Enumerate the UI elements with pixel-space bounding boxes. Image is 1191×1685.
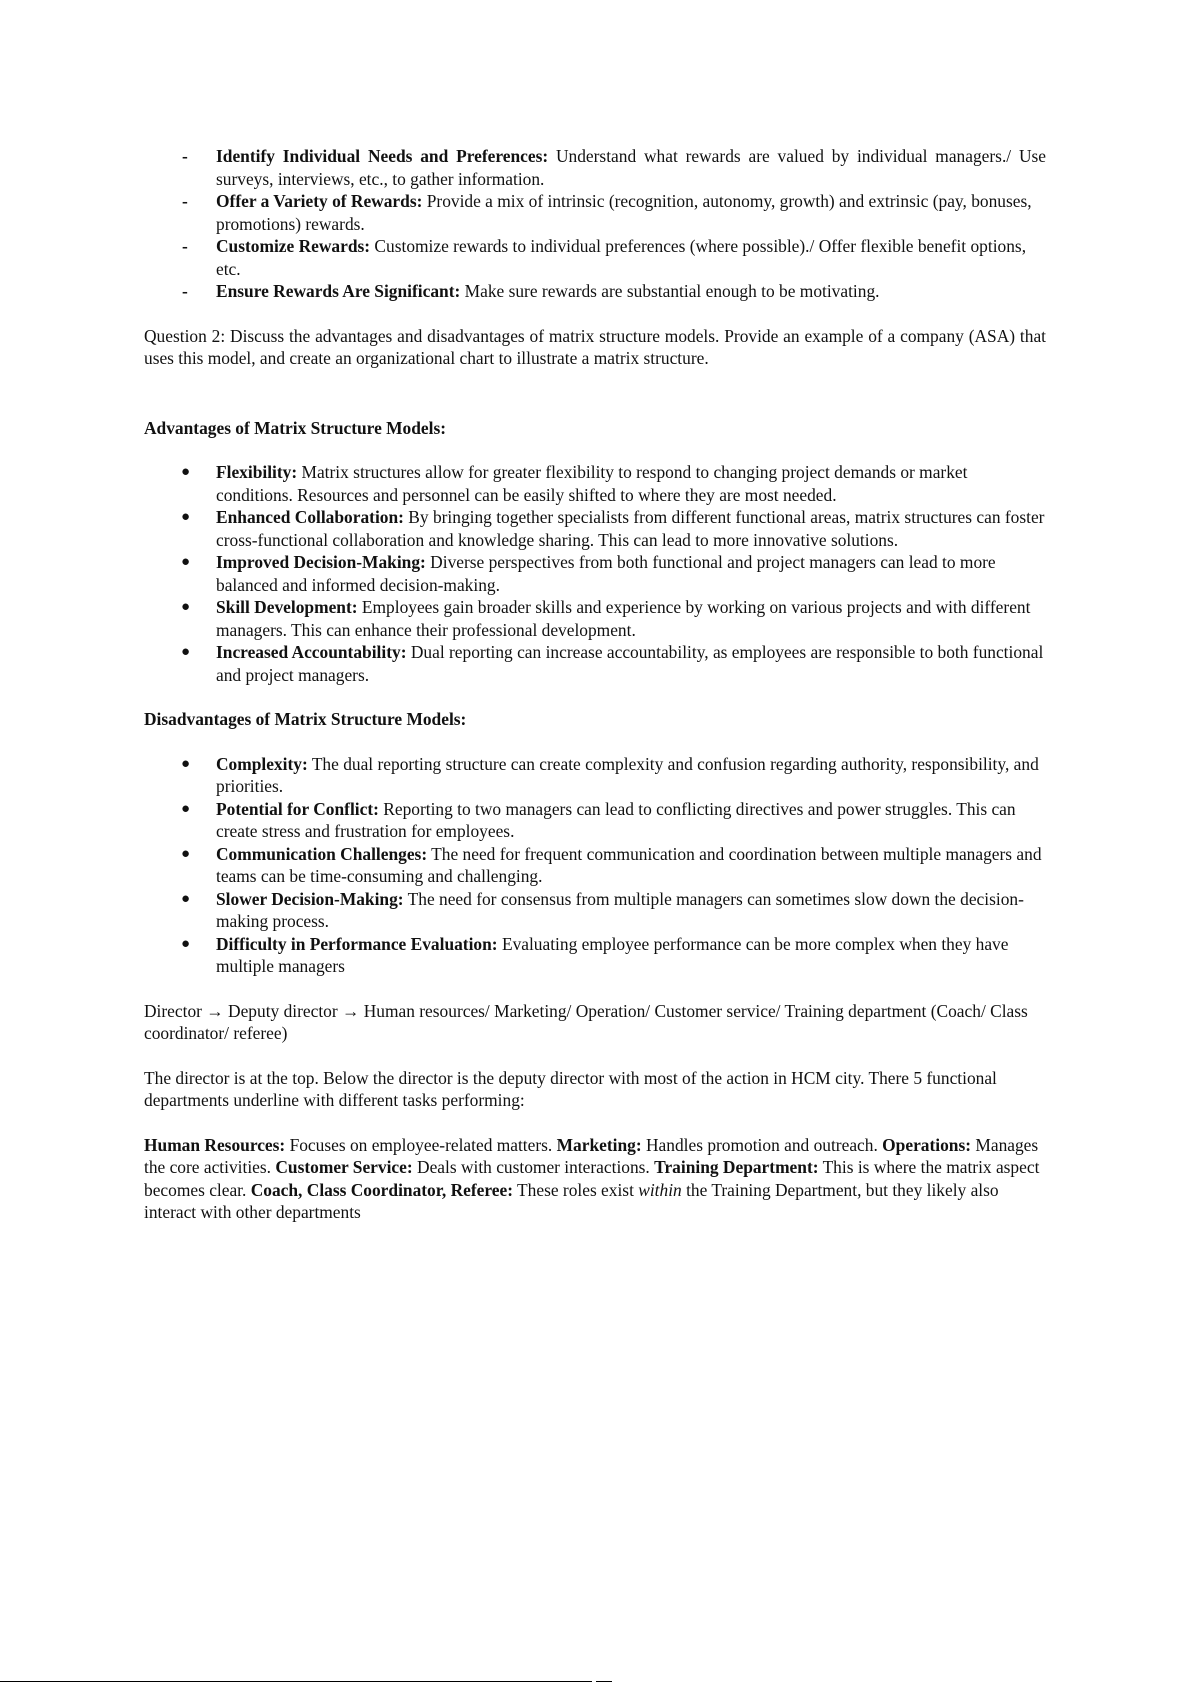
- list-item: [144, 596, 1046, 641]
- roles-label: Coach, Class Coordinator, Referee:: [250, 1179, 513, 1200]
- item-title: Difficulty in Performance Evaluation:: [216, 933, 498, 954]
- item-title: Increased Accountability:: [216, 642, 407, 662]
- item-title: Skill Development:: [216, 597, 358, 617]
- list-item: [144, 235, 1046, 280]
- list-item: [144, 641, 1046, 686]
- dash-marker: -: [182, 281, 188, 301]
- roles-emphasis: within: [638, 1179, 682, 1200]
- item-text: By bringing together specialists from different functional areas, matrix structures can foster cross-functional collaboration and knowledge sharing. This can lead to more innovative solutions.: [216, 507, 1045, 550]
- item-title: Complexity:: [216, 753, 308, 774]
- bullet-marker: ●: [181, 845, 191, 862]
- item-text: Customize rewards to individual preferences (where possible)./ Offer flexible benefit options, etc.: [216, 236, 1027, 279]
- marketing-text: Handles promotion and outreach.: [641, 1134, 883, 1155]
- bullet-marker: ●: [181, 935, 191, 952]
- list-item: [144, 753, 1046, 798]
- list-item: [144, 551, 1046, 596]
- customer-service-label: Customer Service:: [275, 1157, 413, 1177]
- item-title: Improved Decision-Making:: [216, 552, 426, 572]
- item-text: Understand what rewards are valued by individual managers./ Use surveys, interviews, etc., to gather information.: [216, 146, 1046, 189]
- org-chain-paragraph: Director → Deputy director → Human resources/ Marketing/ Operation/ Customer service/ Training department (Coach/ Class coordinator/ referee): [144, 1000, 1028, 1043]
- dash-marker: -: [182, 191, 188, 211]
- item-title: Customize Rewards:: [216, 236, 371, 256]
- bullet-marker: ●: [181, 554, 191, 570]
- disadvantages-list: [144, 753, 1046, 978]
- list-item: [144, 888, 1046, 933]
- list-item: [144, 461, 1046, 506]
- customer-service-text: Deals with customer interactions.: [412, 1157, 655, 1177]
- advantages-heading: Advantages of Matrix Structure Models:: [144, 417, 447, 438]
- advantages-list: [144, 461, 1046, 686]
- hr-label: Human Resources:: [144, 1134, 286, 1155]
- item-text: Evaluating employee performance can be more complex when they have multiple managers: [216, 933, 1009, 976]
- item-text: The need for frequent communication and coordination between multiple managers and teams can be time-consuming and challenging.: [216, 843, 1042, 886]
- item-title: Potential for Conflict:: [216, 798, 379, 819]
- list-item: [144, 843, 1046, 888]
- training-department-text: This is where the matrix aspect becomes clear.: [144, 1157, 1040, 1200]
- footer-divider-tick: [596, 1681, 612, 1682]
- operations-label: Operations:: [882, 1134, 972, 1155]
- reward-list: [144, 145, 1046, 303]
- item-text: Employees gain broader skills and experience by working on various projects and with different managers. This can enhance their professional development.: [216, 597, 1031, 640]
- list-item: [144, 145, 1046, 190]
- item-title: Identify Individual Needs and Preferences:: [216, 146, 549, 166]
- bullet-marker: ●: [181, 509, 191, 525]
- disadvantages-heading: Disadvantages of Matrix Structure Models:: [144, 709, 467, 729]
- item-text: Matrix structures allow for greater flexibility to respond to changing project demands or market conditions. Resources and personnel can be easily shifted to where they are most needed.: [216, 462, 968, 505]
- item-text: The need for consensus from multiple managers can sometimes slow down the decision-making process.: [216, 888, 1024, 931]
- item-title: Slower Decision-Making:: [216, 888, 404, 909]
- item-text: Reporting to two managers can lead to conflicting directives and power struggles. This can create stress and frustration for employees.: [216, 798, 1016, 841]
- list-item: [144, 190, 1046, 235]
- item-title: Enhanced Collaboration:: [216, 507, 404, 527]
- item-text: Make sure rewards are substantial enough to be motivating.: [460, 281, 880, 301]
- bullet-marker: ●: [181, 755, 191, 772]
- document-page: [144, 145, 1046, 1224]
- list-item: [144, 798, 1046, 843]
- bullet-marker: ●: [181, 890, 191, 907]
- list-item: [144, 506, 1046, 551]
- item-text: Diverse perspectives from both functional and project managers can lead to more balanced and informed decision-making.: [216, 552, 996, 595]
- dash-marker: -: [182, 146, 188, 166]
- bullet-marker: ●: [181, 464, 191, 480]
- hr-text: Focuses on employee-related matters.: [285, 1134, 557, 1155]
- footer-divider: [0, 1681, 592, 1682]
- roles-text-end: the Training Department, but they likely also interact with other departments: [144, 1179, 999, 1222]
- marketing-label: Marketing:: [556, 1134, 642, 1155]
- dash-marker: -: [182, 236, 188, 256]
- operations-text: Manages the core activities.: [144, 1134, 1039, 1177]
- item-text: Dual reporting can increase accountability, as employees are responsible to both functional and project managers.: [216, 642, 1044, 685]
- item-title: Communication Challenges:: [216, 843, 428, 864]
- item-text: Provide a mix of intrinsic (recognition, autonomy, growth) and extrinsic (pay, bonuses, promotions) rewards.: [216, 191, 1032, 234]
- bullet-marker: ●: [181, 599, 191, 615]
- bullet-marker: ●: [181, 644, 191, 660]
- description-paragraph: The director is at the top. Below the director is the deputy director with most of the action in HCM city. There 5 functional departments underline with different tasks performing:: [144, 1067, 997, 1110]
- item-title: Offer a Variety of Rewards:: [216, 191, 423, 211]
- departments-paragraph: [144, 1134, 1046, 1224]
- list-item: [144, 933, 1046, 978]
- roles-text: These roles exist: [513, 1179, 639, 1200]
- item-title: Flexibility:: [216, 462, 298, 482]
- question-paragraph: Question 2: Discuss the advantages and disadvantages of matrix structure models. Provide an example of a company (ASA) that uses this model, and create an organizational chart to illustrate a matrix structure.: [144, 325, 1046, 368]
- item-text: The dual reporting structure can create complexity and confusion regarding authority, responsibility, and priorities.: [216, 753, 1039, 796]
- bullet-marker: ●: [181, 800, 191, 817]
- list-item: [144, 280, 1046, 303]
- training-department-label: Training Department:: [654, 1157, 819, 1177]
- item-title: Ensure Rewards Are Significant:: [216, 281, 461, 301]
